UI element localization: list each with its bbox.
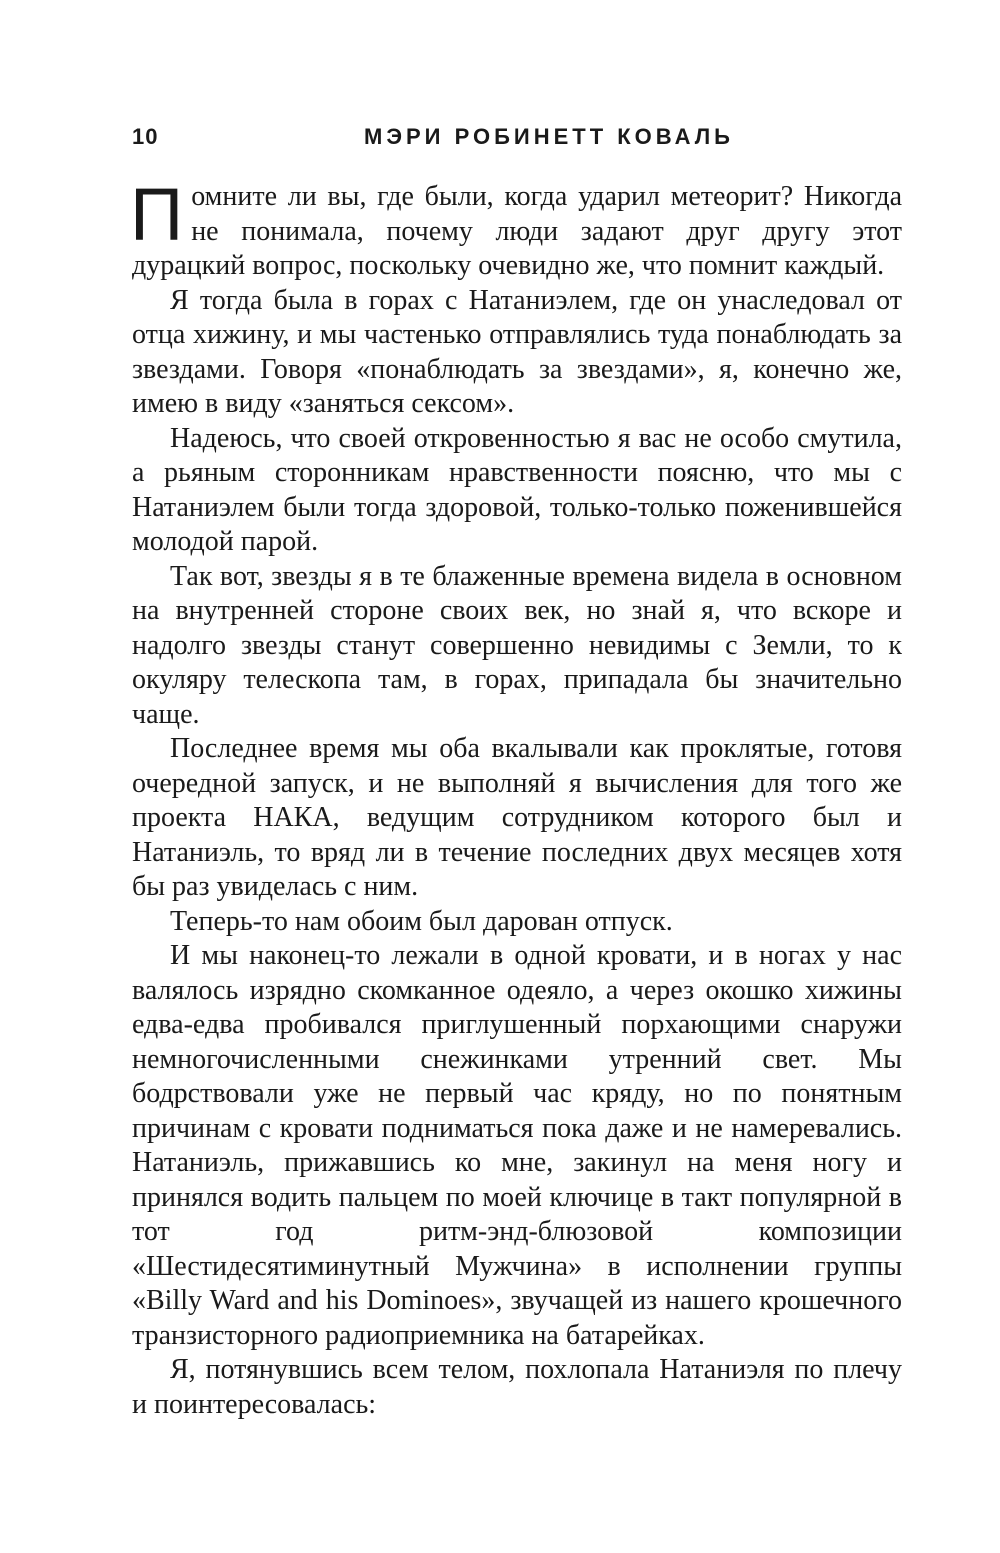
page-header	[132, 124, 902, 160]
running-head-author: МЭРИ РОБИНЕТТ КОВАЛЬ	[364, 124, 734, 149]
paragraph-3: Надеюсь, что своей откровенностью я вас не особо смутила, а рьяным сторонникам нравственности поясню, что мы с Натаниэлем были тогда здоровой, только-только поженившейся молодой парой.	[132, 422, 902, 557]
paragraph-1	[130, 173, 902, 284]
paragraph-6: Теперь-то нам обоим был дарован отпуск.	[170, 905, 673, 937]
paragraph-4: Так вот, звезды я в те блаженные времена видела в основном на внутренней стороне своих век, но знай я, что вскоре и надолго звезды станут совершенно невидимы с Земли, то к окуляру телескопа там, в горах, припадала бы значительно чаще.	[132, 560, 902, 730]
drop-cap: П	[130, 173, 184, 256]
paragraph-7: И мы наконец-то лежали в одной кровати, и в ногах у нас валялось изрядно скомканное одеяло, а через окошко хижины едва-едва пробивался приглушенный порхающими снаружи немногочисленными снежинками утренний свет. Мы бодрствовали уже не первый час кряду, но по понятным причинам с кровати подниматься пока даже и не намеревались. Натаниэль, прижавшись ко мне, закинул на меня ногу и принялся водить пальцем по моей ключице в такт популярной в тот год ритм-энд-блюзовой композиции «Шестидесятиминутный Мужчина» в исполнении группы «Billy Ward and his Dominoes», звучащей из нашего крошечного транзисторного радиоприемника на батарейках.	[132, 940, 902, 1351]
paragraph-2: Я тогда была в горах с Натаниэлем, где он унаследовал от отца хижину, и мы частенько отправлялись туда понаблюдать за звездами. Говоря «понаблюдать за звездами», я, конечно же, имею в виду «заняться сексом».	[132, 284, 902, 419]
paragraph-5: Последнее время мы оба вкалывали как проклятые, готовя очередной запуск, и не выполняй я вычисления для того же проекта НАКА, ведущим сотрудником которого был и Натаниэль, то вряд ли в течение последних двух месяцев хотя бы раз увиделась с ним.	[132, 733, 902, 902]
paragraph-8: Я, потянувшись всем телом, похлопала Натаниэля по плечу и поинтересовалась:	[132, 1354, 902, 1420]
paragraph-1-text: омните ли вы, где были, когда ударил метеорит? Никогда не понимала, почему люди задают друг другу этот дурацкий вопрос, поскольку очевидно же, что помнит каждый.	[132, 181, 902, 281]
body-text	[130, 173, 902, 1422]
page-number: 10	[132, 124, 159, 149]
